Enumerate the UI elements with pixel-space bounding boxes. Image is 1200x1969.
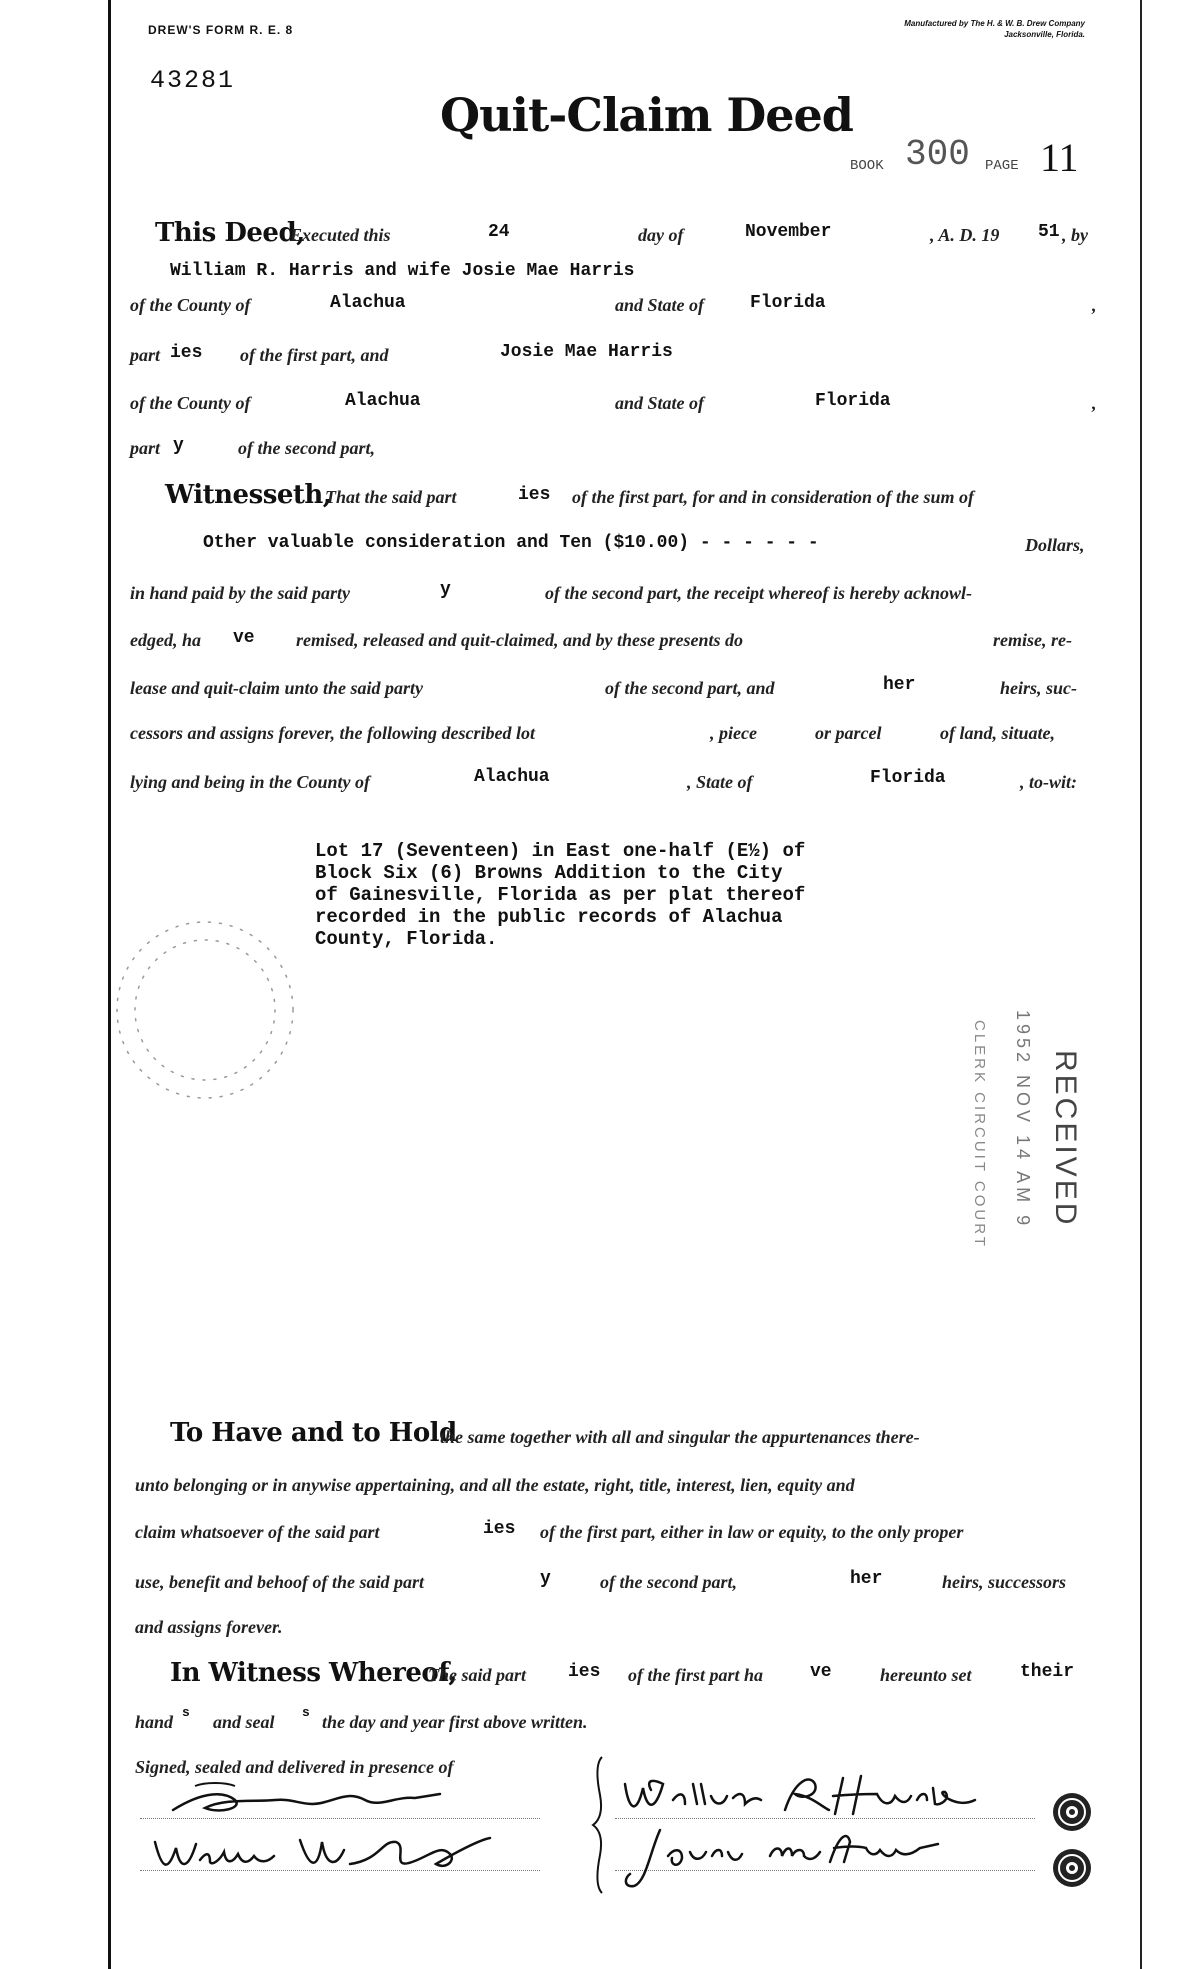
witnesseth-line7a: lying and being in the County of [130,772,371,792]
manufacturer-line-1: Manufactured by The H. & W. B. Drew Company [904,19,1085,28]
witness-line1b: of the first part ha [628,1665,764,1685]
witness-2-signature [150,1830,530,1885]
witnesseth-line6b: , piece [710,723,757,743]
signature-bracket [590,1755,610,1895]
manufacturer-line-2: Jacksonville, Florida. [1004,30,1085,39]
book-number: 300 [905,134,970,175]
signed-in-presence-label: Signed, sealed and delivered in presence of [135,1757,454,1777]
second-comma: , [1092,393,1097,413]
witness-line2-s1: s [182,1705,190,1720]
this-deed-heading: This Deed, [155,218,305,248]
page-number: 11 [1040,135,1079,180]
witness-line1a: The said part [428,1665,527,1685]
witnesseth-line6a: cessors and assigns forever, the following described lot [130,723,536,743]
first-state-label: and State of [615,295,705,315]
habendum-line3b: of the first part, either in law or equity, to the only proper [540,1522,964,1542]
consideration-text: Other valuable consideration and Ten ($10.00) - - - - - - [203,533,819,553]
witnesseth-line1a: That the said part [325,487,457,507]
legal-description-line: of Gainesville, Florida as per plat thereof [315,884,806,906]
second-part-suffix: y [173,436,184,456]
habendum-line4-suffix: y [540,1569,551,1589]
received-stamp-office: CLERK CIRCUIT COURT [971,1020,988,1249]
legal-description-line: Block Six (6) Browns Addition to the City [315,862,783,884]
first-state-value: Florida [750,293,826,313]
execution-year: 51 [1038,222,1060,242]
witness-line2c: the day and year first above written. [322,1712,588,1732]
day-of-label: day of [638,225,684,245]
received-stamp-date: 1952 NOV 14 AM 9 [1013,1010,1033,1230]
grantor-names: William R. Harris and wife Josie Mae Harris [170,261,635,281]
witnesseth-line5a: lease and quit-claim unto the said party [130,678,424,698]
habendum-line3-suffix: ies [483,1519,516,1539]
witnesseth-line3-suffix: y [440,580,451,600]
of-first-part-label: of the first part, and [240,345,389,365]
seal-icon [1050,1846,1094,1890]
first-county-label: of the County of [130,295,251,315]
book-label: BOOK [850,158,884,174]
first-part-suffix: ies [170,343,203,363]
witnesseth-line6d: of land, situate, [940,723,1056,743]
witness-line2a: hand [135,1712,174,1732]
witnesseth-line3b: of the second part, the receipt whereof is hereby acknowl- [545,583,972,603]
witnesseth-line1b: of the first part, for and in consideration of the sum of [572,487,975,507]
execution-day: 24 [488,222,510,242]
of-second-part-label: of the second part, [238,438,375,458]
second-state-value: Florida [815,391,891,411]
witnesseth-heading: Witnesseth, [165,480,332,510]
habendum-line4c: heirs, successors [942,1572,1067,1592]
legal-description-line: County, Florida. [315,928,498,950]
witnesseth-line7b: , State of [687,772,753,792]
witness-line1-suffix2: ve [810,1662,832,1682]
habendum-line4-pronoun: her [850,1569,883,1589]
second-county-label: of the County of [130,393,251,413]
witnesseth-line4a: edged, ha [130,630,201,650]
witnesseth-line7-state: Florida [870,768,946,788]
witnesseth-line4-suffix: ve [233,628,255,648]
faint-seal-impression [105,900,305,1110]
grantee-name: Josie Mae Harris [500,342,673,362]
habendum-heading: To Have and to Hold [170,1418,457,1448]
habendum-line4b: of the second part, [600,1572,737,1592]
witness-line2-s2: s [302,1705,310,1720]
page-label: PAGE [985,158,1019,174]
executed-this-label: Executed this [290,225,391,245]
witnesseth-line7c: , to-wit: [1020,772,1077,792]
legal-description-line: Lot 17 (Seventeen) in East one-half (E½) of [315,840,806,862]
witnesseth-line5b: of the second part, and [605,678,775,698]
habendum-line3a: claim whatsoever of the said part [135,1522,380,1542]
witness-line2b: and seal [213,1712,275,1732]
legal-description-line: recorded in the public records of Alachua [315,906,783,928]
page-title: Quit-Claim Deed [440,88,853,142]
by-label: , by [1062,225,1088,245]
manufacturer-imprint [770,18,1085,40]
witness-whereof-heading: In Witness Whereof, [170,1658,457,1688]
witnesseth-line7-county: Alachua [474,767,550,787]
witnesseth-line4c: remise, re- [993,630,1072,650]
execution-month: November [745,222,832,242]
witnesseth-line3a: in hand paid by the said party [130,583,351,603]
legal-description [315,840,805,950]
right-border-line [1140,0,1142,1969]
second-part-label: part [130,438,161,458]
witness-line1-suffix: ies [568,1662,601,1682]
habendum-line2: unto belonging or in anywise appertaining, and all the estate, right, title, interest, lien, equity and [135,1475,855,1495]
dollars-label: Dollars, [1025,535,1085,555]
ad-label: , A. D. 19 [930,225,1000,245]
first-part-label: part [130,345,161,365]
witnesseth-line1-suffix: ies [518,485,551,505]
habendum-line1: the same together with all and singular the appurtenances there- [440,1427,920,1447]
witnesseth-line6c: or parcel [815,723,882,743]
witnesseth-line5-pronoun: her [883,675,916,695]
grantor-2-signature [620,1822,950,1892]
received-stamp-word: RECEIVED [1049,1050,1082,1228]
witness-line1c: hereunto set [880,1665,972,1685]
habendum-line5: and assigns forever. [135,1617,283,1637]
witness-line1-pronoun: their [1020,1662,1075,1682]
grantor-1-signature [615,1770,985,1825]
document-number: 43281 [150,66,236,95]
habendum-line4a: use, benefit and behoof of the said part [135,1572,425,1592]
second-state-label: and State of [615,393,705,413]
seal-icon [1050,1790,1094,1834]
witness-1-signature [165,1780,455,1825]
witnesseth-line5c: heirs, suc- [1000,678,1078,698]
second-county-value: Alachua [345,391,421,411]
witnesseth-line4b: remised, released and quit-claimed, and by these presents do [296,630,743,650]
first-county-value: Alachua [330,293,406,313]
form-label: DREW'S FORM R. E. 8 [148,23,294,37]
first-comma: , [1092,295,1097,315]
